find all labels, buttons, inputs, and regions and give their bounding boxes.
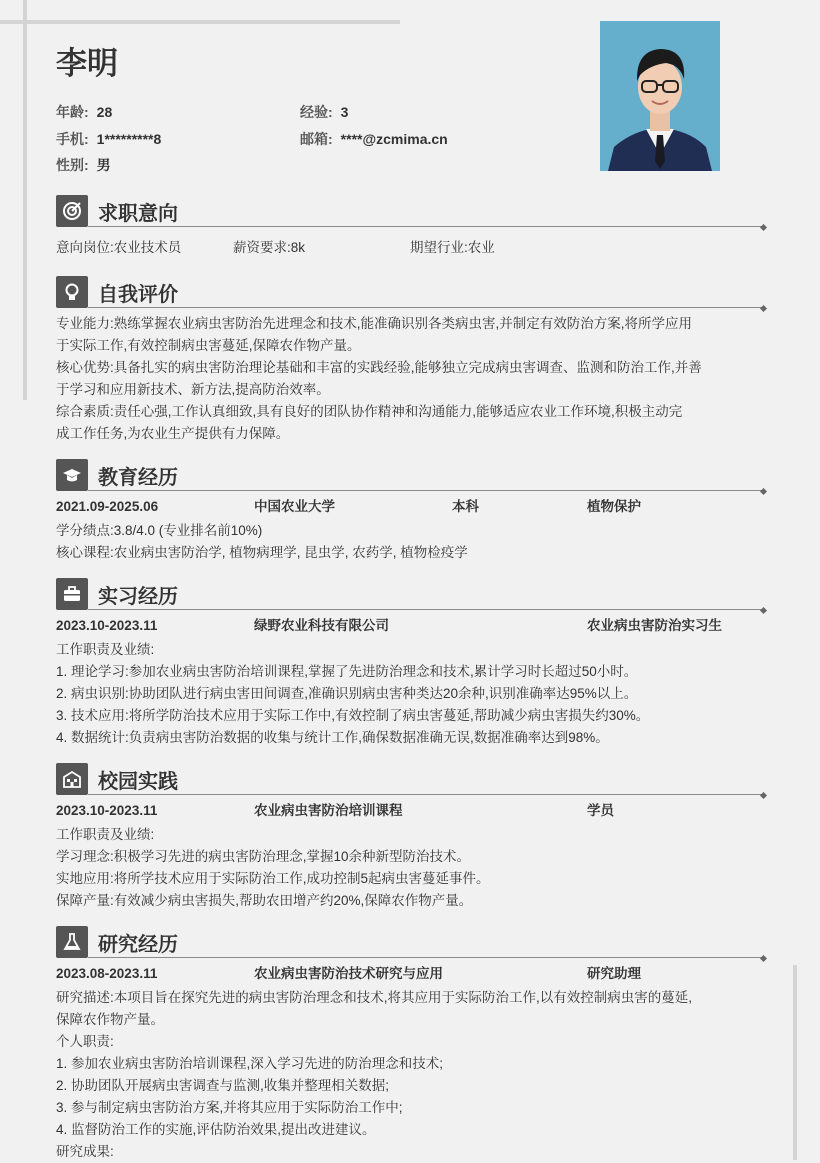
section-job-intent: [56, 195, 766, 259]
divider-end-mark: [760, 224, 767, 231]
research-details: [56, 987, 766, 1163]
section-education: [56, 459, 766, 564]
email-label: 邮箱:: [300, 131, 333, 147]
education-degree: 本科: [452, 499, 479, 514]
text-line: 专业能力:熟练掌握农业病虫害防治先进理念和技术,能准确识别各类病虫害,并制定有效防治方案,将所学应用: [56, 316, 693, 331]
gender-value: 男: [96, 157, 111, 173]
text-line: 学习理念:积极学习先进的病虫害防治理念,掌握10余种新型防治技术。: [56, 849, 471, 864]
section-title: 实习经历: [98, 586, 178, 608]
gender-label: 性别:: [56, 157, 89, 173]
phone-field: [56, 129, 161, 149]
gender-field: [56, 155, 111, 175]
campus-role: 学员: [587, 803, 614, 818]
text-line: 4. 数据统计:负责病虫害防治数据的收集与统计工作,确保数据准确无误,数据准确率达到98%。: [56, 730, 609, 745]
research-project: 农业病虫害防治技术研究与应用: [254, 966, 443, 981]
text-line: 于实际工作,有效控制病虫害蔓延,保障农作物产量。: [56, 338, 361, 353]
text-line: 研究描述:本项目旨在探究先进的病虫害防治理念和技术,将其应用于实际防治工作,以有效控制病虫害的蔓延,: [56, 990, 693, 1005]
section-header: [56, 195, 766, 227]
age-label: 年龄:: [56, 104, 89, 120]
target-icon: [56, 195, 88, 227]
phone-label: 手机:: [56, 131, 89, 147]
research-role: 研究助理: [587, 966, 641, 981]
text-line: 1. 参加农业病虫害防治培训课程,深入学习先进的防治理念和技术;: [56, 1056, 444, 1071]
experience-label: 经验:: [300, 104, 333, 120]
text-line: 综合素质:责任心强,工作认真细致,具有良好的团队协作精神和沟通能力,能够适应农业工作环境,积极主动完: [56, 404, 683, 419]
intent-position: 意向岗位:农业技术员: [56, 240, 182, 255]
lightbulb-icon: [56, 276, 88, 308]
section-divider: [88, 609, 762, 610]
intent-industry: 期望行业:农业: [410, 240, 495, 255]
text-line: 3. 技术应用:将所学防治技术应用于实际工作中,有效控制了病虫害蔓延,帮助减少病虫害损失约30%。: [56, 708, 650, 723]
text-line: 核心优势:具备扎实的病虫害防治理论基础和丰富的实践经验,能够独立完成病虫害调查、监测和防治工作,并善: [56, 360, 702, 375]
text-line: 实地应用:将所学技术应用于实际防治工作,成功控制5起病虫害蔓延事件。: [56, 871, 490, 886]
section-divider: [88, 226, 762, 227]
section-divider: [88, 957, 762, 958]
text-line: 成工作任务,为农业生产提供有力保障。: [56, 426, 290, 441]
education-row: [56, 496, 766, 518]
text-line: 保障农作物产量。: [56, 1012, 164, 1027]
section-title: 自我评价: [98, 284, 178, 306]
decorative-top-bar: [0, 20, 400, 24]
text-line: 工作职责及业绩:: [56, 642, 155, 657]
flask-icon: [56, 926, 88, 958]
section-internship: [56, 578, 766, 749]
text-line: 2. 协助团队开展病虫害调查与监测,收集并整理相关数据;: [56, 1078, 390, 1093]
divider-end-mark: [760, 792, 767, 799]
divider-end-mark: [760, 488, 767, 495]
section-header: [56, 578, 766, 610]
campus-project: 农业病虫害防治培训课程: [254, 803, 403, 818]
profile-photo: [600, 21, 720, 171]
internship-details: [56, 639, 766, 749]
internship-company: 绿野农业科技有限公司: [254, 618, 389, 633]
building-icon: [56, 763, 88, 795]
text-line: 2. 病虫识别:协助团队进行病虫害田间调查,准确识别病虫害种类达20余种,识别准确率达95%以上。: [56, 686, 638, 701]
section-research: [56, 926, 766, 1163]
section-divider: [88, 490, 762, 491]
section-divider: [88, 794, 762, 795]
section-header: [56, 763, 766, 795]
text-line: 研究成果:: [56, 1144, 114, 1159]
education-courses: 核心课程:农业病虫害防治学, 植物病理学, 昆虫学, 农药学, 植物检疫学: [56, 545, 468, 560]
divider-end-mark: [760, 607, 767, 614]
section-title: 教育经历: [98, 467, 178, 489]
text-line: 保障产量:有效减少病虫害损失,帮助农田增产约20%,保障农作物产量。: [56, 893, 473, 908]
internship-row: [56, 615, 766, 637]
education-major: 植物保护: [587, 499, 641, 514]
section-divider: [88, 307, 762, 308]
phone-value: 1*********8: [96, 131, 162, 147]
divider-end-mark: [760, 305, 767, 312]
experience-value: 3: [340, 104, 349, 120]
campus-period: 2023.10-2023.11: [56, 803, 158, 818]
section-campus-practice: [56, 763, 766, 912]
text-line: 于学习和应用新技术、新方法,提高防治效率。: [56, 382, 330, 397]
intent-salary: 薪资要求:8k: [233, 240, 306, 255]
briefcase-icon: [56, 578, 88, 610]
text-line: 个人职责:: [56, 1034, 114, 1049]
research-row: [56, 963, 766, 985]
section-title: 求职意向: [98, 203, 178, 225]
text-line: 3. 参与制定病虫害防治方案,并将其应用于实际防治工作中;: [56, 1100, 403, 1115]
self-eval-text: [56, 313, 766, 445]
education-period: 2021.09-2025.06: [56, 499, 159, 514]
research-period: 2023.08-2023.11: [56, 966, 158, 981]
graduation-cap-icon: [56, 459, 88, 491]
decorative-right-bar: [793, 965, 797, 1160]
decorative-left-bar: [23, 0, 27, 400]
section-header: [56, 276, 766, 308]
candidate-name: 李明: [56, 46, 118, 81]
intent-row: [56, 237, 766, 259]
age-value: 28: [96, 104, 113, 120]
section-header: [56, 459, 766, 491]
education-school: 中国农业大学: [254, 499, 335, 514]
section-header: [56, 926, 766, 958]
campus-row: [56, 800, 766, 822]
age-field: [56, 102, 112, 122]
internship-role: 农业病虫害防治实习生: [587, 618, 722, 633]
text-line: 工作职责及业绩:: [56, 827, 155, 842]
campus-details: [56, 824, 766, 912]
experience-field: [300, 102, 348, 122]
divider-end-mark: [760, 955, 767, 962]
text-line: 4. 监督防治工作的实施,评估防治效果,提出改进建议。: [56, 1122, 376, 1137]
text-line: 1. 理论学习:参加农业病虫害防治培训课程,掌握了先进防治理念和技术,累计学习时长超过50小时。: [56, 664, 638, 679]
email-value: ****@zcmima.cn: [340, 131, 448, 147]
education-gpa: 学分绩点:3.8/4.0 (专业排名前10%): [56, 523, 263, 538]
section-title: 校园实践: [98, 771, 178, 793]
email-field: [300, 129, 448, 149]
section-self-evaluation: [56, 276, 766, 445]
internship-period: 2023.10-2023.11: [56, 618, 158, 633]
section-title: 研究经历: [98, 934, 178, 956]
